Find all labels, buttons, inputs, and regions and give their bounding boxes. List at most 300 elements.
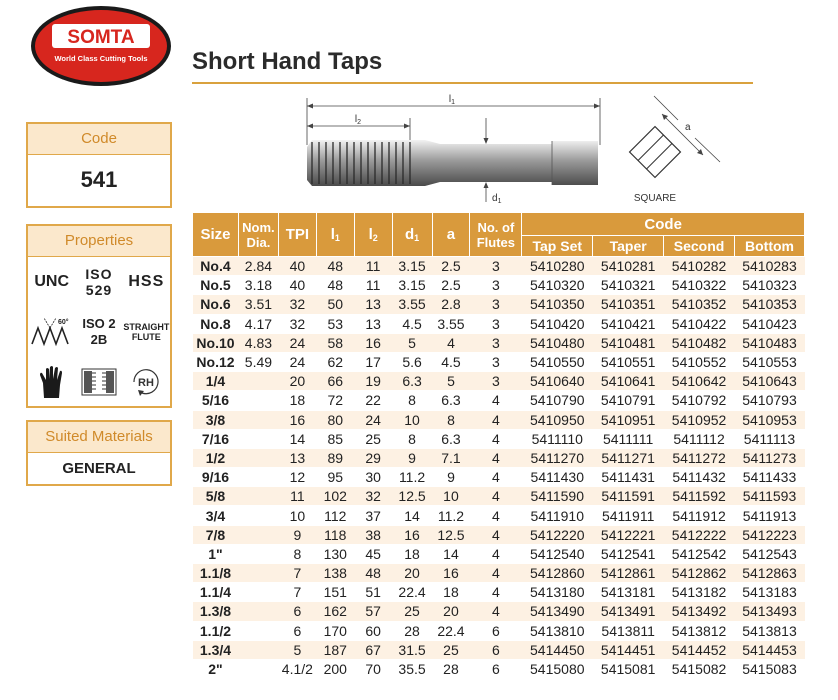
- cell-a: 4: [432, 333, 470, 352]
- cell-tap-set: 5414450: [522, 640, 593, 659]
- cell-d1: 6.3: [392, 372, 432, 391]
- cell-bottom: 5414453: [735, 640, 805, 659]
- table-row: [193, 525, 805, 544]
- table-row: [193, 659, 805, 678]
- cell-nom-dia: [238, 506, 278, 525]
- cell-l2: 11: [354, 257, 392, 276]
- cell-second: 5413492: [664, 602, 735, 621]
- cell-taper: 5412221: [593, 525, 664, 544]
- cell-tap-set: 5410480: [522, 333, 593, 352]
- cell-bottom: 5410323: [735, 276, 805, 295]
- cell-d1: 3.15: [392, 257, 432, 276]
- cell-flutes: 4: [470, 525, 522, 544]
- code-panel: [26, 122, 172, 208]
- header-size: Size: [193, 213, 239, 257]
- cell-a: 2.8: [432, 295, 470, 314]
- cell-tpi: 14: [278, 429, 316, 448]
- table-row: [193, 257, 805, 276]
- cell-second: 5413182: [664, 583, 735, 602]
- cell-taper: 5411271: [593, 448, 664, 467]
- cell-flutes: 6: [470, 640, 522, 659]
- cell-flutes: 3: [470, 276, 522, 295]
- cell-l2: 22: [354, 391, 392, 410]
- cell-bottom: 5411593: [735, 487, 805, 506]
- table-row: [193, 410, 805, 429]
- d1-label: $d_1$: [492, 193, 502, 205]
- cell-taper: 5410641: [593, 372, 664, 391]
- cell-tpi: 5: [278, 640, 316, 659]
- cell-bottom: 5415083: [735, 659, 805, 678]
- cell-l2: 38: [354, 525, 392, 544]
- table-row: [193, 487, 805, 506]
- cell-l1: 102: [316, 487, 354, 506]
- cell-a: 9: [432, 468, 470, 487]
- cell-l2: 17: [354, 352, 392, 371]
- cell-second: 5412862: [664, 564, 735, 583]
- cell-second: 5411272: [664, 448, 735, 467]
- cell-tpi: 7: [278, 564, 316, 583]
- cell-tpi: 6: [278, 621, 316, 640]
- cell-size: 1/2: [193, 448, 239, 467]
- cell-nom-dia: [238, 448, 278, 467]
- cell-tpi: 24: [278, 333, 316, 352]
- cell-a: 4.5: [432, 352, 470, 371]
- cell-l2: 45: [354, 544, 392, 563]
- cell-tpi: 32: [278, 314, 316, 333]
- cell-flutes: 4: [470, 448, 522, 467]
- cell-nom-dia: [238, 640, 278, 659]
- cell-tpi: 4.1/2: [278, 659, 316, 678]
- cell-nom-dia: [238, 410, 278, 429]
- cell-taper: 5410351: [593, 295, 664, 314]
- cell-flutes: 4: [470, 506, 522, 525]
- cell-d1: 35.5: [392, 659, 432, 678]
- cell-bottom: 5410953: [735, 410, 805, 429]
- cell-d1: 31.5: [392, 640, 432, 659]
- cell-a: 28: [432, 659, 470, 678]
- suited-materials-panel: [26, 420, 172, 486]
- cell-flutes: 4: [470, 391, 522, 410]
- cell-taper: 5414451: [593, 640, 664, 659]
- cell-taper: 5415081: [593, 659, 664, 678]
- cell-l2: 57: [354, 602, 392, 621]
- cell-nom-dia: [238, 487, 278, 506]
- cell-bottom: 5412223: [735, 525, 805, 544]
- cell-bottom: 5411433: [735, 468, 805, 487]
- cell-size: 5/16: [193, 391, 239, 410]
- cell-tpi: 40: [278, 257, 316, 276]
- cell-nom-dia: 3.51: [238, 295, 278, 314]
- cell-size: No.6: [193, 295, 239, 314]
- iso-standard-bottom: 529: [85, 282, 113, 298]
- cell-second: 5411912: [664, 506, 735, 525]
- header-code: Code: [522, 213, 805, 236]
- table-row: [193, 352, 805, 371]
- suited-materials-title: Suited Materials: [28, 422, 170, 453]
- cell-nom-dia: [238, 621, 278, 640]
- cell-taper: 5413491: [593, 602, 664, 621]
- header-l1: $l_1$: [316, 213, 354, 257]
- cell-tpi: 9: [278, 525, 316, 544]
- cell-l1: 200: [316, 659, 354, 678]
- cell-tap-set: 5412220: [522, 525, 593, 544]
- rotation-rh-icon: [123, 357, 170, 407]
- cell-second: 5414452: [664, 640, 735, 659]
- a-label: a: [685, 122, 691, 133]
- cell-flutes: 3: [470, 314, 522, 333]
- cell-size: No.4: [193, 257, 239, 276]
- header-flutes: No. of Flutes: [470, 213, 522, 257]
- cell-second: 5413812: [664, 621, 735, 640]
- cell-l2: 13: [354, 295, 392, 314]
- suited-materials-value: GENERAL: [62, 460, 136, 477]
- header-taper: Taper: [593, 236, 664, 257]
- cell-l1: 62: [316, 352, 354, 371]
- cell-nom-dia: [238, 564, 278, 583]
- cell-size: 1.3/8: [193, 602, 239, 621]
- cell-tap-set: 5415080: [522, 659, 593, 678]
- cell-tap-set: 5413490: [522, 602, 593, 621]
- cell-size: 9/16: [193, 468, 239, 487]
- cell-a: 6.3: [432, 429, 470, 448]
- cell-second: 5412542: [664, 544, 735, 563]
- cell-bottom: 5410793: [735, 391, 805, 410]
- cell-bottom: 5410643: [735, 372, 805, 391]
- cell-l1: 72: [316, 391, 354, 410]
- cell-bottom: 5413493: [735, 602, 805, 621]
- header-d1: $d_1$: [392, 213, 432, 257]
- thread-angle-icon: [28, 307, 75, 357]
- rotation-label: RH: [138, 377, 155, 389]
- cell-d1: 12.5: [392, 487, 432, 506]
- l1-label: $l_1$: [448, 94, 456, 106]
- cell-l2: 30: [354, 468, 392, 487]
- table-row: [193, 544, 805, 563]
- tolerance-class-top: ISO 2: [82, 316, 116, 331]
- cell-l2: 60: [354, 621, 392, 640]
- cell-tap-set: 5412540: [522, 544, 593, 563]
- cell-second: 5410792: [664, 391, 735, 410]
- cell-flutes: 3: [470, 257, 522, 276]
- iso-standard-top: ISO: [85, 266, 113, 282]
- cell-a: 2.5: [432, 276, 470, 295]
- cell-a: 12.5: [432, 525, 470, 544]
- cell-taper: 5412861: [593, 564, 664, 583]
- cell-l2: 32: [354, 487, 392, 506]
- cell-a: 10: [432, 487, 470, 506]
- cell-size: 3/8: [193, 410, 239, 429]
- header-tap-set: Tap Set: [522, 236, 593, 257]
- cell-second: 5412222: [664, 525, 735, 544]
- table-row: [193, 429, 805, 448]
- cell-bottom: 5410353: [735, 295, 805, 314]
- cell-tpi: 18: [278, 391, 316, 410]
- cell-flutes: 6: [470, 621, 522, 640]
- cell-tap-set: 5411270: [522, 448, 593, 467]
- cell-nom-dia: 3.18: [238, 276, 278, 295]
- table-row: [193, 391, 805, 410]
- cell-tap-set: 5410350: [522, 295, 593, 314]
- cell-tap-set: 5412860: [522, 564, 593, 583]
- logo-tagline: World Class Cutting Tools: [54, 54, 148, 63]
- cell-l1: 118: [316, 525, 354, 544]
- cell-flutes: 3: [470, 352, 522, 371]
- cell-flutes: 4: [470, 583, 522, 602]
- cell-size: 7/8: [193, 525, 239, 544]
- cell-tpi: 16: [278, 410, 316, 429]
- cell-nom-dia: [238, 525, 278, 544]
- cell-nom-dia: [238, 391, 278, 410]
- cell-nom-dia: [238, 429, 278, 448]
- cell-tpi: 12: [278, 468, 316, 487]
- flute-type-top: STRAIGHT: [123, 322, 170, 332]
- cell-size: 1.3/4: [193, 640, 239, 659]
- table-row: [193, 372, 805, 391]
- cell-size: No.8: [193, 314, 239, 333]
- cell-flutes: 4: [470, 544, 522, 563]
- cell-l1: 85: [316, 429, 354, 448]
- cell-flutes: 3: [470, 333, 522, 352]
- cell-a: 6.3: [432, 391, 470, 410]
- table-row: [193, 276, 805, 295]
- properties-panel-title: Properties: [28, 226, 170, 257]
- cell-l1: 151: [316, 583, 354, 602]
- cell-d1: 28: [392, 621, 432, 640]
- cell-nom-dia: 5.49: [238, 352, 278, 371]
- cell-second: 5410322: [664, 276, 735, 295]
- cell-d1: 14: [392, 506, 432, 525]
- table-row: [193, 583, 805, 602]
- cell-flutes: 4: [470, 429, 522, 448]
- cell-taper: 5412541: [593, 544, 664, 563]
- cell-bottom: 5413813: [735, 621, 805, 640]
- cell-nom-dia: 4.83: [238, 333, 278, 352]
- cell-flutes: 3: [470, 372, 522, 391]
- cell-taper: 5410951: [593, 410, 664, 429]
- cell-tap-set: 5410280: [522, 257, 593, 276]
- cell-taper: 5410791: [593, 391, 664, 410]
- cell-tap-set: 5410640: [522, 372, 593, 391]
- spec-table: [192, 212, 805, 679]
- cell-l1: 112: [316, 506, 354, 525]
- cell-l2: 37: [354, 506, 392, 525]
- cell-a: 22.4: [432, 621, 470, 640]
- cell-l2: 29: [354, 448, 392, 467]
- cell-a: 18: [432, 583, 470, 602]
- cell-l1: 50: [316, 295, 354, 314]
- cell-a: 20: [432, 602, 470, 621]
- cell-taper: 5410481: [593, 333, 664, 352]
- cell-tpi: 13: [278, 448, 316, 467]
- properties-panel: [26, 224, 172, 408]
- cell-d1: 10: [392, 410, 432, 429]
- cell-tpi: 40: [278, 276, 316, 295]
- code-value: 541: [80, 167, 118, 192]
- cell-second: 5410352: [664, 295, 735, 314]
- cell-d1: 3.55: [392, 295, 432, 314]
- cell-second: 5411432: [664, 468, 735, 487]
- cell-tpi: 7: [278, 583, 316, 602]
- cell-second: 5410282: [664, 257, 735, 276]
- cell-size: No.5: [193, 276, 239, 295]
- page-title: Short Hand Taps: [192, 48, 383, 75]
- table-row: [193, 295, 805, 314]
- square-label: SQUARE: [633, 193, 677, 204]
- cell-bottom: 5411113: [735, 429, 805, 448]
- cell-d1: 22.4: [392, 583, 432, 602]
- cell-d1: 5: [392, 333, 432, 352]
- cell-l1: 48: [316, 257, 354, 276]
- cell-second: 5410952: [664, 410, 735, 429]
- tolerance-class-bottom: 2B: [90, 332, 108, 347]
- hand-glove-icon: [28, 357, 75, 407]
- cell-nom-dia: 2.84: [238, 257, 278, 276]
- cell-d1: 16: [392, 525, 432, 544]
- cell-bottom: 5411913: [735, 506, 805, 525]
- cell-l1: 138: [316, 564, 354, 583]
- cell-tpi: 11: [278, 487, 316, 506]
- cell-d1: 18: [392, 544, 432, 563]
- cell-taper: 5410321: [593, 276, 664, 295]
- cell-l1: 162: [316, 602, 354, 621]
- cell-tap-set: 5411590: [522, 487, 593, 506]
- table-row: [193, 602, 805, 621]
- cell-l1: 66: [316, 372, 354, 391]
- cell-flutes: 4: [470, 468, 522, 487]
- cell-bottom: 5410553: [735, 352, 805, 371]
- cell-bottom: 5411273: [735, 448, 805, 467]
- table-row: [193, 506, 805, 525]
- header-nom-dia: Nom. Dia.: [238, 213, 278, 257]
- cell-tap-set: 5410790: [522, 391, 593, 410]
- cell-a: 5: [432, 372, 470, 391]
- cell-tpi: 32: [278, 295, 316, 314]
- cell-taper: 5410551: [593, 352, 664, 371]
- table-row: [193, 468, 805, 487]
- cell-l2: 16: [354, 333, 392, 352]
- cell-flutes: 4: [470, 564, 522, 583]
- cell-bottom: 5413183: [735, 583, 805, 602]
- flute-type: [123, 307, 170, 357]
- material-hss: HSS: [128, 273, 165, 290]
- spec-table-body: [193, 257, 805, 679]
- cell-a: 14: [432, 544, 470, 563]
- cell-tap-set: 5411110: [522, 429, 593, 448]
- cell-l1: 48: [316, 276, 354, 295]
- cell-l2: 48: [354, 564, 392, 583]
- cell-flutes: 3: [470, 295, 522, 314]
- cell-l1: 187: [316, 640, 354, 659]
- cell-l1: 89: [316, 448, 354, 467]
- cell-l2: 67: [354, 640, 392, 659]
- cell-tpi: 8: [278, 544, 316, 563]
- code-panel-title: Code: [28, 124, 170, 155]
- header-a: a: [432, 213, 470, 257]
- cell-d1: 11.2: [392, 468, 432, 487]
- cell-taper: 5411911: [593, 506, 664, 525]
- cell-a: 3.55: [432, 314, 470, 333]
- table-row: [193, 448, 805, 467]
- tolerance-class: [75, 307, 122, 357]
- cell-nom-dia: [238, 659, 278, 678]
- cell-l2: 13: [354, 314, 392, 333]
- cell-d1: 8: [392, 429, 432, 448]
- cell-size: 2": [193, 659, 239, 678]
- cell-taper: 5411431: [593, 468, 664, 487]
- logo-brand: SOMTA: [67, 27, 135, 48]
- table-row: [193, 333, 805, 352]
- cell-tap-set: 5410320: [522, 276, 593, 295]
- cell-flutes: 4: [470, 487, 522, 506]
- cell-d1: 4.5: [392, 314, 432, 333]
- thread-standard: UNC: [34, 273, 69, 290]
- cell-tap-set: 5410420: [522, 314, 593, 333]
- cell-tap-set: 5410950: [522, 410, 593, 429]
- cell-a: 16: [432, 564, 470, 583]
- cell-second: 5415082: [664, 659, 735, 678]
- cell-l2: 19: [354, 372, 392, 391]
- thread-angle-label: 60°: [57, 319, 69, 326]
- cell-tap-set: 5411910: [522, 506, 593, 525]
- table-row: [193, 621, 805, 640]
- cell-taper: 5411591: [593, 487, 664, 506]
- cell-size: 5/8: [193, 487, 239, 506]
- cell-taper: 5410281: [593, 257, 664, 276]
- cell-l2: 25: [354, 429, 392, 448]
- cell-flutes: 6: [470, 659, 522, 678]
- cell-size: 1.1/2: [193, 621, 239, 640]
- cell-a: 11.2: [432, 506, 470, 525]
- cell-d1: 20: [392, 564, 432, 583]
- cell-bottom: 5410423: [735, 314, 805, 333]
- cell-l2: 24: [354, 410, 392, 429]
- table-row: [193, 640, 805, 659]
- cell-nom-dia: [238, 544, 278, 563]
- cell-size: 3/4: [193, 506, 239, 525]
- cell-size: 1.1/8: [193, 564, 239, 583]
- cell-second: 5410482: [664, 333, 735, 352]
- cell-size: 1.1/4: [193, 583, 239, 602]
- header-second: Second: [664, 236, 735, 257]
- cell-tpi: 10: [278, 506, 316, 525]
- cell-second: 5410422: [664, 314, 735, 333]
- cell-l1: 95: [316, 468, 354, 487]
- cell-nom-dia: [238, 583, 278, 602]
- table-row: [193, 564, 805, 583]
- cell-tap-set: 5413810: [522, 621, 593, 640]
- cell-d1: 8: [392, 391, 432, 410]
- somta-logo: [30, 4, 172, 88]
- blind-hole-icon: [75, 357, 122, 407]
- cell-taper: 5411111: [593, 429, 664, 448]
- cell-second: 5410642: [664, 372, 735, 391]
- cell-l1: 53: [316, 314, 354, 333]
- cell-a: 2.5: [432, 257, 470, 276]
- cell-l1: 170: [316, 621, 354, 640]
- table-row: [193, 314, 805, 333]
- header-bottom: Bottom: [735, 236, 805, 257]
- cell-taper: 5413811: [593, 621, 664, 640]
- cell-nom-dia: 4.17: [238, 314, 278, 333]
- flute-type-bottom: FLUTE: [131, 332, 161, 342]
- cell-second: 5411112: [664, 429, 735, 448]
- cell-l1: 80: [316, 410, 354, 429]
- tap-dimension-drawing: [300, 90, 755, 208]
- cell-tpi: 20: [278, 372, 316, 391]
- cell-l1: 58: [316, 333, 354, 352]
- cell-tap-set: 5410550: [522, 352, 593, 371]
- cell-d1: 3.15: [392, 276, 432, 295]
